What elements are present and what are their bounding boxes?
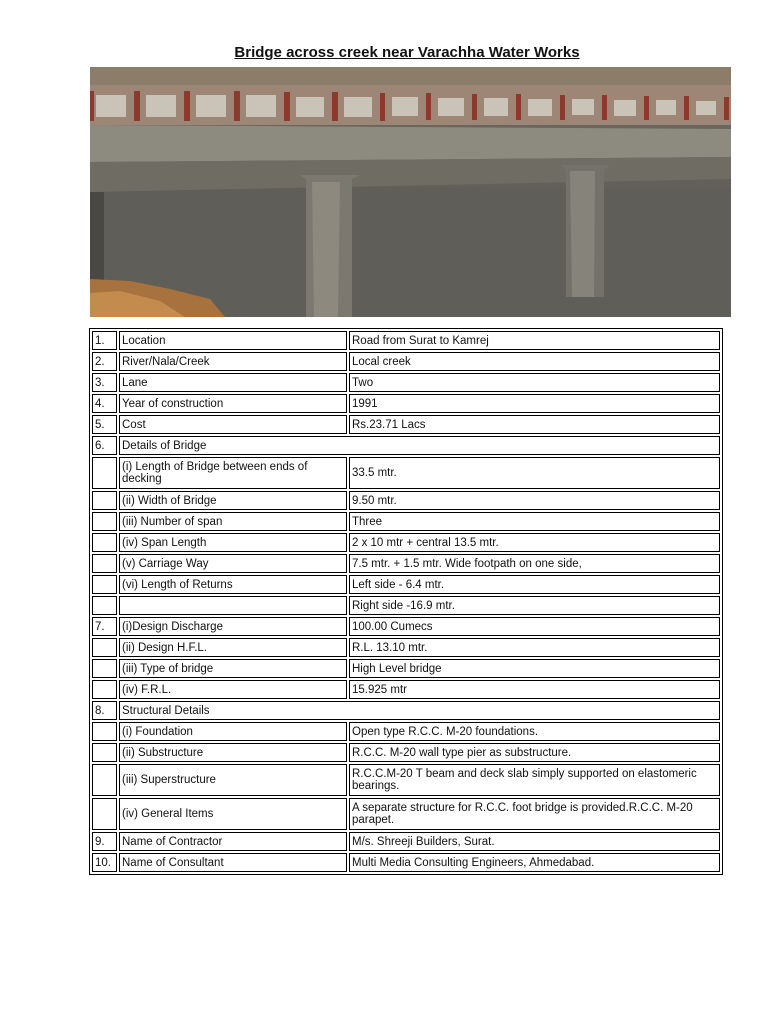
row-number: 4. [92,394,117,413]
row-number: 10. [92,853,117,872]
table-row [92,722,720,741]
row-value: Left side - 6.4 mtr. [349,575,720,594]
row-number: 1. [92,331,117,350]
row-item: Year of construction [119,394,347,413]
table-row [92,617,720,636]
row-item: (i)Design Discharge [119,617,347,636]
row-item: (iv) Span Length [119,533,347,552]
row-item: River/Nala/Creek [119,352,347,371]
row-value: Rs.23.71 Lacs [349,415,720,434]
row-item: (i) Foundation [119,722,347,741]
page-title: Bridge across creek near Varachha Water Works [234,44,580,61]
table-row [92,491,720,510]
row-number [92,575,117,594]
row-item: (iv) F.R.L. [119,680,347,699]
row-value: Two [349,373,720,392]
row-item: (iii) Superstructure [119,764,347,796]
row-item: Cost [119,415,347,434]
row-number [92,638,117,657]
row-value: R.C.C. M-20 wall type pier as substructure. [349,743,720,762]
table-row [92,659,720,678]
row-number [92,457,117,489]
table-row [92,575,720,594]
row-value: Three [349,512,720,531]
table-row [92,554,720,573]
table-row [92,436,720,455]
row-item: (ii) Design H.F.L. [119,638,347,657]
table-row [92,853,720,872]
row-value: High Level bridge [349,659,720,678]
row-item: Name of Contractor [119,832,347,851]
row-item [119,596,347,615]
row-item: Location [119,331,347,350]
row-value: Open type R.C.C. M-20 foundations. [349,722,720,741]
table-row [92,533,720,552]
row-number: 5. [92,415,117,434]
table-row [92,764,720,796]
row-item: (iii) Type of bridge [119,659,347,678]
row-number: 7. [92,617,117,636]
row-number [92,743,117,762]
bridge-details-table [89,328,723,875]
row-number: 6. [92,436,117,455]
row-value: M/s. Shreeji Builders, Surat. [349,832,720,851]
table-row [92,832,720,851]
table-row [92,352,720,371]
row-item: Name of Consultant [119,853,347,872]
row-number [92,722,117,741]
table-row [92,680,720,699]
row-value: Right side -16.9 mtr. [349,596,720,615]
table-row [92,457,720,489]
row-number [92,680,117,699]
row-item: Structural Details [119,701,720,720]
row-item: (i) Length of Bridge between ends of decking [119,457,347,489]
row-value: 100.00 Cumecs [349,617,720,636]
row-value: 7.5 mtr. + 1.5 mtr. Wide footpath on one side, [349,554,720,573]
row-number: 3. [92,373,117,392]
row-value: A separate structure for R.C.C. foot bridge is provided.R.C.C. M-20 parapet. [349,798,720,830]
row-number: 2. [92,352,117,371]
table-row [92,415,720,434]
table-row [92,331,720,350]
row-number [92,491,117,510]
row-value: 9.50 mtr. [349,491,720,510]
row-number [92,798,117,830]
row-item: Lane [119,373,347,392]
row-item: (iii) Number of span [119,512,347,531]
row-number [92,596,117,615]
row-value: Multi Media Consulting Engineers, Ahmedabad. [349,853,720,872]
row-value: Road from Surat to Kamrej [349,331,720,350]
row-value: 15.925 mtr [349,680,720,699]
row-number [92,533,117,552]
table-row [92,638,720,657]
row-value: 33.5 mtr. [349,457,720,489]
row-number [92,659,117,678]
row-value: Local creek [349,352,720,371]
table-row [92,798,720,830]
row-value: R.C.C.M-20 T beam and deck slab simply supported on elastomeric bearings. [349,764,720,796]
row-value: 2 x 10 mtr + central 13.5 mtr. [349,533,720,552]
table-row [92,373,720,392]
row-item: (vi) Length of Returns [119,575,347,594]
row-item: (v) Carriage Way [119,554,347,573]
table-row [92,743,720,762]
row-number [92,512,117,531]
row-item: (iv) General Items [119,798,347,830]
row-item: (ii) Substructure [119,743,347,762]
row-number: 9. [92,832,117,851]
row-value: 1991 [349,394,720,413]
table-row [92,394,720,413]
table-row [92,701,720,720]
row-item: (ii) Width of Bridge [119,491,347,510]
table-row [92,512,720,531]
row-number: 8. [92,701,117,720]
table-row [92,596,720,615]
row-number [92,554,117,573]
row-item: Details of Bridge [119,436,720,455]
bridge-photo [90,67,731,317]
row-number [92,764,117,796]
row-value: R.L. 13.10 mtr. [349,638,720,657]
